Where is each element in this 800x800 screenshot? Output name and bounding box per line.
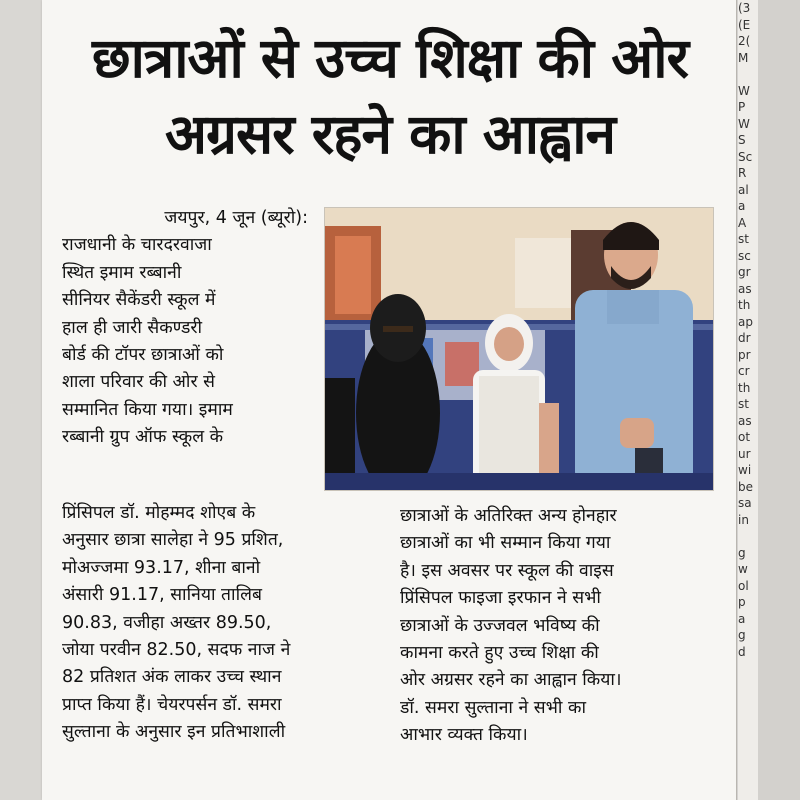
- body-line: छात्राओं के अतिरिक्त अन्य होनहार: [400, 506, 617, 526]
- body-line: छात्राओं का भी सम्मान किया गया: [400, 533, 611, 554]
- fragment-line: ur: [738, 446, 751, 461]
- body-line: है। इस अवसर पर स्कूल की वाइस: [400, 560, 614, 581]
- fragment-line: cr: [738, 364, 750, 378]
- fragment-line: d: [738, 644, 746, 659]
- fragment-line: 2(: [738, 34, 751, 48]
- article-headline: [52, 20, 728, 172]
- fragment-line: sc: [738, 248, 751, 263]
- fragment-line: a: [738, 611, 746, 626]
- body-line: जोया परवीन 82.50, सदफ नाज ने: [62, 640, 291, 661]
- body-line: राजधानी के चारदरवाजा: [62, 235, 212, 256]
- fragment-line: dr: [738, 331, 751, 345]
- fragment-line: Sc: [738, 149, 753, 164]
- body-line: सुल्ताना के अनुसार इन प्रतिभाशाली: [62, 722, 286, 743]
- fragment-line: R: [738, 166, 747, 180]
- body-line: 82 प्रतिशत अंक लाकर उच्च स्थान: [62, 667, 282, 688]
- body-line: हाल ही जारी सैकण्डरी: [62, 317, 203, 338]
- fragment-line: st: [738, 232, 749, 246]
- fragment-line: W: [738, 83, 750, 98]
- body-line: सीनियर सैकेंडरी स्कूल में: [62, 290, 216, 311]
- headline-line-1: छात्राओं से उच्च शिक्षा की ओर: [92, 26, 688, 90]
- fragment-line: ot: [738, 430, 751, 444]
- body-line: छात्राओं के उज्जवल भविष्य की: [400, 615, 600, 636]
- fragment-line: [738, 528, 758, 545]
- fragment-line: p: [738, 595, 746, 609]
- fragment-line: st: [738, 397, 749, 411]
- fragment-line: [738, 66, 758, 83]
- fragment-line: al: [738, 182, 749, 197]
- body-line: स्थित इमाम रब्बानी: [62, 262, 182, 283]
- fragment-line: g: [738, 628, 746, 642]
- fragment-line: P: [738, 100, 746, 114]
- dateline: जयपुर, 4 जून (ब्यूरो):: [164, 208, 308, 228]
- body-line: कामना करते हुए उच्च शिक्षा की: [400, 643, 599, 664]
- fragment-line: wi: [738, 463, 752, 477]
- fragment-line: as: [738, 281, 752, 296]
- fragment-line: as: [738, 413, 752, 428]
- body-line: रब्बानी ग्रुप ऑफ स्कूल के: [62, 427, 224, 448]
- fragment-line: w: [738, 562, 748, 576]
- article-column-left-bottom: [62, 500, 384, 747]
- fragment-line: in: [738, 512, 749, 527]
- fragment-line: A: [738, 215, 747, 230]
- fragment-line: th: [738, 380, 751, 395]
- fragment-line: be: [738, 479, 753, 494]
- fragment-line: M: [738, 50, 749, 65]
- body-line: डॉ. समरा सुल्ताना ने सभी का: [400, 697, 586, 718]
- page-right-margin: [758, 0, 800, 800]
- article-column-left-top: [62, 205, 310, 452]
- body-line: सम्मानित किया गया। इमाम: [62, 399, 233, 420]
- body-line: 90.83, वजीहा अख्तर 89.50,: [62, 612, 272, 633]
- fragment-line: th: [738, 298, 751, 312]
- fragment-line: W: [738, 116, 750, 131]
- fragment-line: g: [738, 545, 746, 560]
- body-line: अनुसार छात्रा सालेहा ने 95 प्रशित,: [62, 530, 284, 551]
- adjacent-article-fragment: [738, 0, 758, 800]
- fragment-line: pr: [738, 347, 751, 362]
- article-column-right: [400, 503, 712, 750]
- body-line: शाला परिवार की ओर से: [62, 372, 215, 393]
- body-line: मोअज्जमा 93.17, शीना बानो: [62, 557, 261, 578]
- photo-illustration: [325, 208, 713, 490]
- headline-line-2: अग्रसर रहने का आह्वान: [164, 102, 616, 166]
- article-photo: [324, 207, 714, 491]
- fragment-line: S: [738, 133, 746, 147]
- body-line: अंसारी 91.17, सानिया तालिब: [62, 585, 262, 606]
- fragment-line: ol: [738, 578, 749, 593]
- fragment-line: gr: [738, 265, 751, 279]
- body-line: बोर्ड की टॉपर छात्राओं को: [62, 345, 224, 366]
- body-line: प्राप्त किया हैं। चेयरपर्सन डॉ. समरा: [62, 694, 282, 715]
- fragment-line: a: [738, 199, 746, 213]
- body-line: ओर अग्रसर रहने का आह्वान किया।: [400, 670, 622, 691]
- column-divider: [736, 0, 737, 800]
- fragment-line: (E: [738, 17, 751, 32]
- body-line: आभार व्यक्त किया।: [400, 725, 528, 746]
- fragment-line: sa: [738, 496, 752, 510]
- body-line: प्रिंसिपल डॉ. मोहम्मद शोएब के: [62, 503, 256, 523]
- fragment-line: (3: [738, 1, 751, 15]
- fragment-line: ap: [738, 314, 753, 329]
- body-line: प्रिंसिपल फाइजा इरफान ने सभी: [400, 588, 601, 609]
- page-left-margin: [0, 0, 42, 800]
